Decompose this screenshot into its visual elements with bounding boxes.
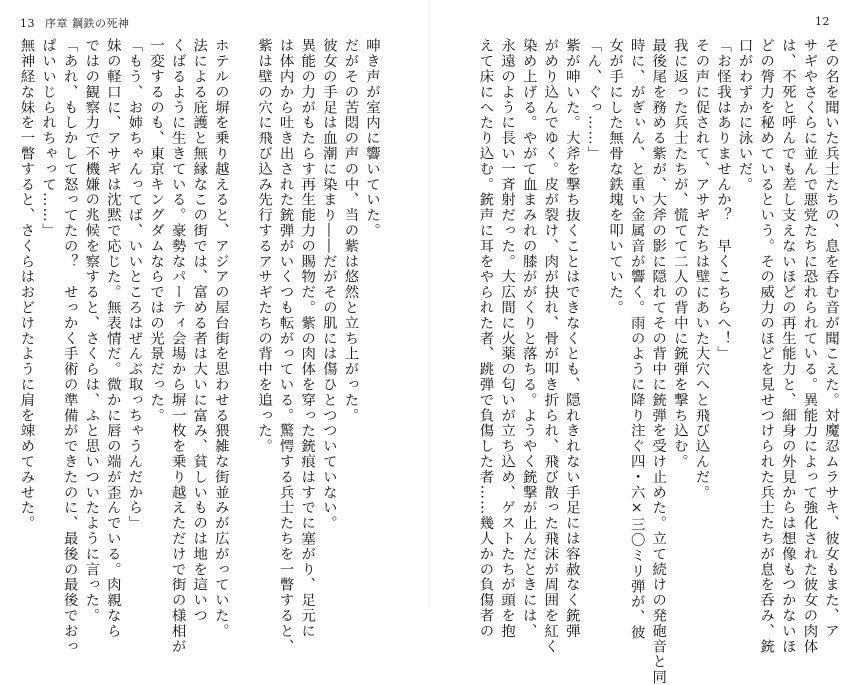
text-line: 法による庇護と無縁なこの街では、富める者は大いに富み、貧しいものは地を這いつ (191, 38, 208, 624)
text-line: 口がわずかに泳いだ。 (736, 38, 753, 192)
text-line: 時に、がぎぃん、と重い金属音が響く。雨のように降り注ぐ四・六×三〇ミリ弾が、彼 (628, 38, 645, 641)
left-page-number: 13 (20, 17, 35, 30)
right-page (430, 0, 860, 685)
text-line: 妹の軽口に、アサギは沈黙で応じた。無表情だ。微かに唇の端が歪んでいる。肉親なら (104, 38, 121, 639)
left-page-header (20, 15, 130, 31)
text-line: どの膂力を秘めているという。その威力のほどを見せつけられた兵士たちが息を呑み、銃 (758, 38, 775, 654)
text-line: 最後尾を務める紫が、大斧の影に隠れてその背中に銃弾を受け止めた。立て続けの発砲音と同 (650, 38, 667, 685)
text-line: 呻き声が室内に響いていた。 (364, 38, 380, 239)
text-line: がめり込んでゆく。皮が裂け、肉が抉れ、骨が叩き折られ、飛び散った飛沫が周囲を紅く (542, 38, 559, 654)
text-line: 一変するのも、東京キングダムならではの光景だった。 (148, 38, 165, 423)
text-line: その名を聞いた兵士たちの、息を呑む音が聞こえた。対魔忍ムラサキ、彼女もまた、ア (823, 38, 839, 639)
text-line: 紫が呻いた。大斧を撃ち抜くことはできなくとも、隠れきれない手足には容赦なく銃弾 (563, 38, 580, 639)
text-line: は、不死と呼んでも差し支えないほどの再生能力と、細身の外見からは想像もつかないほ (779, 38, 796, 654)
right-page-number: 12 (815, 15, 830, 28)
text-line: ではの観察力で不機嫌の兆候を察すると、さくらは、ふと思いついたように言った。 (83, 38, 100, 624)
text-line: ホテルの塀を乗り越えると、アジアの屋台街を思わせる猥雑な街並みが広がっていた。 (212, 38, 229, 639)
text-line: は体内から吐き出された銃弾がいくつも転がっている。驚愕する兵士たちを一瞥すると、 (277, 38, 294, 654)
left-page (0, 0, 430, 654)
chapter-title: 序章 鋼鉄の死神 (45, 17, 130, 30)
text-line: えて床にへたり込む。銃声に耳をやられた者、跳弾で負傷した者……幾人かの負傷者の (477, 38, 494, 639)
blank-line (231, 38, 253, 586)
text-line: 染め上げる。やがて血まみれの膝ががくりと落ちる。ようやく銃撃が止んだときには、 (520, 38, 537, 639)
text-line: くばるように生きている。豪勢なパーティ会場から塀一枚を乗り越えただけで街の様相が (169, 38, 186, 654)
text-line: 彼女の手足は血潮に染まり――だがその肌には傷ひとつついていない。 (320, 38, 337, 531)
text-line: その声に促されて、アサギたちは壁にあいた大穴へと飛び込んだ。 (693, 38, 710, 500)
text-line: 永遠のように長い一斉射だった。大広間に火薬の匂いが立ち込め、ゲストたちが頭を抱 (499, 38, 516, 639)
text-line: 我に返った兵士たちが、慌てて二人の背中に銃弾を撃ち込む。 (671, 38, 688, 470)
text-line: ぱいいじられちゃって……」 (40, 38, 57, 239)
text-line: 「お怪我はありませんか？ 早くこちらへ！」 (715, 38, 732, 362)
text-line: だがその苦悶の声の中、当の紫は悠然と立ち上がった。 (342, 38, 359, 423)
text-line: 「あれ、もしかして怒ってたの？ せっかく手術の準備ができたのに、最後の最後でおっ (61, 38, 78, 654)
text-line: 「もう、お姉ちゃんってば、いいところはぜんぶ取っちゃうんだから」 (126, 38, 143, 531)
text-line: 異能の力がもたらす再生能力の賜物だ。紫の肉体を穿った銃痕はすでに塞がり、足元に (299, 38, 316, 639)
text-line: サギやさくらに並んで悪党たちに恐れられている。異能力によって強化された彼女の肉体 (801, 38, 818, 654)
text-line: 無神経な妹を一瞥すると、さくらはおどけたように肩を竦めてみせた。 (18, 38, 35, 531)
text-line: 紫は壁の穴に飛び込み先行するアサギたちの背中を追った。 (256, 38, 273, 454)
left-page-body (15, 38, 382, 654)
text-line: 「ん、ぐっ……」 (585, 38, 602, 162)
text-line: 女が手にした無骨な鉄塊を叩いていた。 (607, 38, 624, 316)
right-page-body (474, 38, 841, 685)
